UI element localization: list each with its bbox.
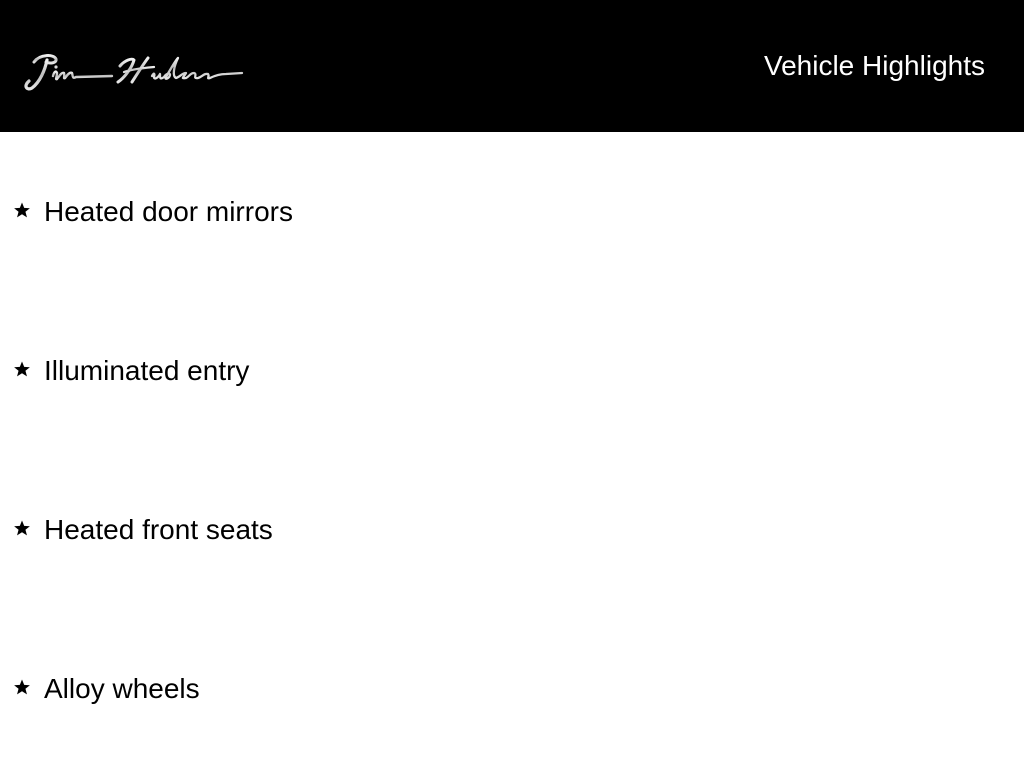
star-icon [12, 359, 32, 379]
star-icon [12, 677, 32, 697]
highlight-label: Heated door mirrors [44, 196, 293, 227]
list-item [12, 512, 273, 548]
highlight-label: Alloy wheels [44, 673, 200, 704]
star-icon [12, 200, 32, 220]
list-item [12, 194, 293, 230]
highlight-label: Heated front seats [44, 514, 273, 545]
highlight-label: Illuminated entry [44, 355, 250, 386]
star-icon [12, 518, 32, 538]
list-item [12, 353, 249, 389]
list-item [12, 671, 200, 707]
page-title: Vehicle Highlights [763, 50, 985, 81]
